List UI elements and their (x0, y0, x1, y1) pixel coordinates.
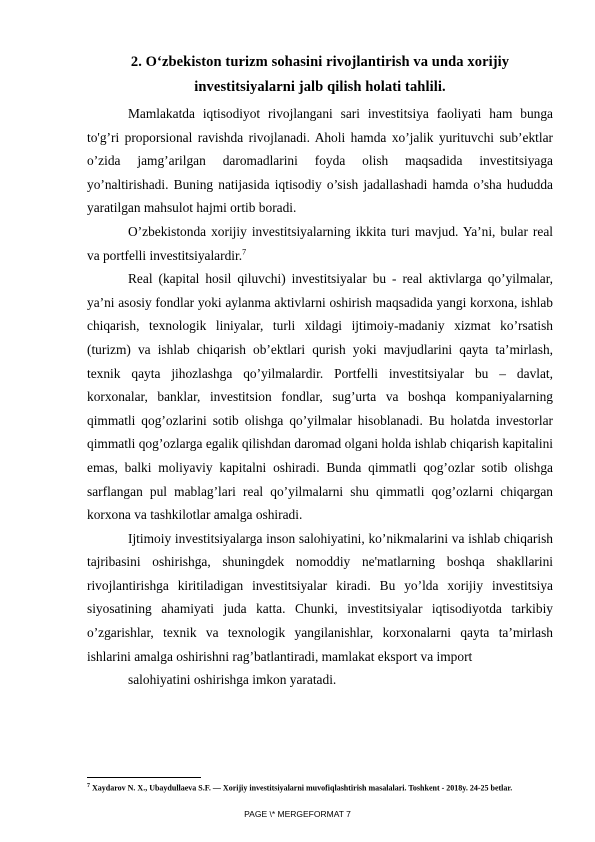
footnote (87, 781, 553, 794)
footnote-number: 7 (87, 783, 90, 789)
footnote-text: Xaydarov N. X., Ubaydullaeva S.F. — Xorijiy investitsiyalarni muvofiqlashtirish masalalari. Toshkent - 2018y. 24-25 betlar. (92, 783, 513, 793)
footnote-separator (87, 777, 201, 778)
paragraph-investment-types-text: O’zbekistonda xorijiy investitsiyalarning ikkita turi mavjud. Ya’ni, bular real va portfelli investitsiyalardir. (87, 223, 553, 263)
paragraph-real-portfolio: Real (kapital hosil qiluvchi) investitsiyalar bu - real aktivlarga qo’yilmalar, ya’ni asosiy fondlar yoki aylanma aktivlarni oshirish maqsadida yangi korxona, ishlab chiqarish, texnologik liniyalar, turli xildagi ijtimoiy-madaniy xizmat ko’rsatish (turizm) va ishlab chiqarish ob’ektlari qurish yoki mavjudlarini qayta ta’mirlash, texnik qayta jihozlashga qo’yilmalardir. Portfelli investitsiyalar bu – davlat, korxonalar, banklar, investitsion fondlar, sug’urta va boshqa kompaniyalarning qimmatli qog’ozlarini sotib olishga qo’yilmalar hisoblanadi. Bu holatda investorlar qimmatli qog’ozlarga egalik qilishdan daromad olgani holda ishlab chiqarish kapitalini emas, balki moliyaviy kapitalni oshiradi. Bunda qimmatli qog’ozlar sotib olishga sarflangan pul mablag’lari real qo’yilmalarni shu qimmatli qog’ozlarni chiqargan korxona va tashkilotlar amalga oshiradi. (87, 271, 553, 523)
paragraph-investment-growth: Mamlakatda iqtisodiyot rivojlangani sari investitsiya faoliyati ham bunga to'g’ri proporsional ravishda rivojlanadi. Aholi hamda xo’jalik yurituvchi sub’ektlar o’zida jamg’arilgan daromadlarini foyda olish maqsadida investitsiyaga yo’naltirishadi. Buning natijasida iqtisodiy o’sish jadallashadi hamda o’sha hududda yaratilgan mahsulot hajmi ortib boradi. (87, 106, 553, 216)
section-heading (87, 50, 553, 100)
paragraph-social-investments: Ijtimoiy investitsiyalarga inson salohiyatini, ko’nikmalarini va ishlab chiqarish tajribasini oshirishga, shuningdek nomoddiy ne'matlarning boshqa shakllarini rivojlantirishga kiritiladigan investitsiyalar kiradi. Bu yo’lda xorijiy investitsiya siyosatining ahamiyati juda katta. Chunki, investitsiyalar iqtisodiyotda tarkibiy o’zgarishlar, texnik va texnologik yangilanishlar, korxonalarni qayta ta’mirlash ishlarini amalga oshirishni rag’batlantiradi, mamlakat eksport va import (87, 530, 553, 664)
section-heading-line-2: investitsiyalarni jalb qilish holati tahlili. (194, 79, 446, 95)
paragraph-investment-types (87, 220, 553, 267)
paragraph-closing-line: salohiyatini oshirishga imkon yaratadi. (128, 672, 337, 688)
document-page (87, 50, 553, 692)
page-number-field: PAGE \* MERGEFORMAT 7 (244, 809, 351, 819)
footnote-reference: 7 (242, 247, 247, 257)
section-heading-line-1: 2. O‘zbekiston turizm sohasini rivojlantirish va unda xorijiy (130, 54, 510, 70)
